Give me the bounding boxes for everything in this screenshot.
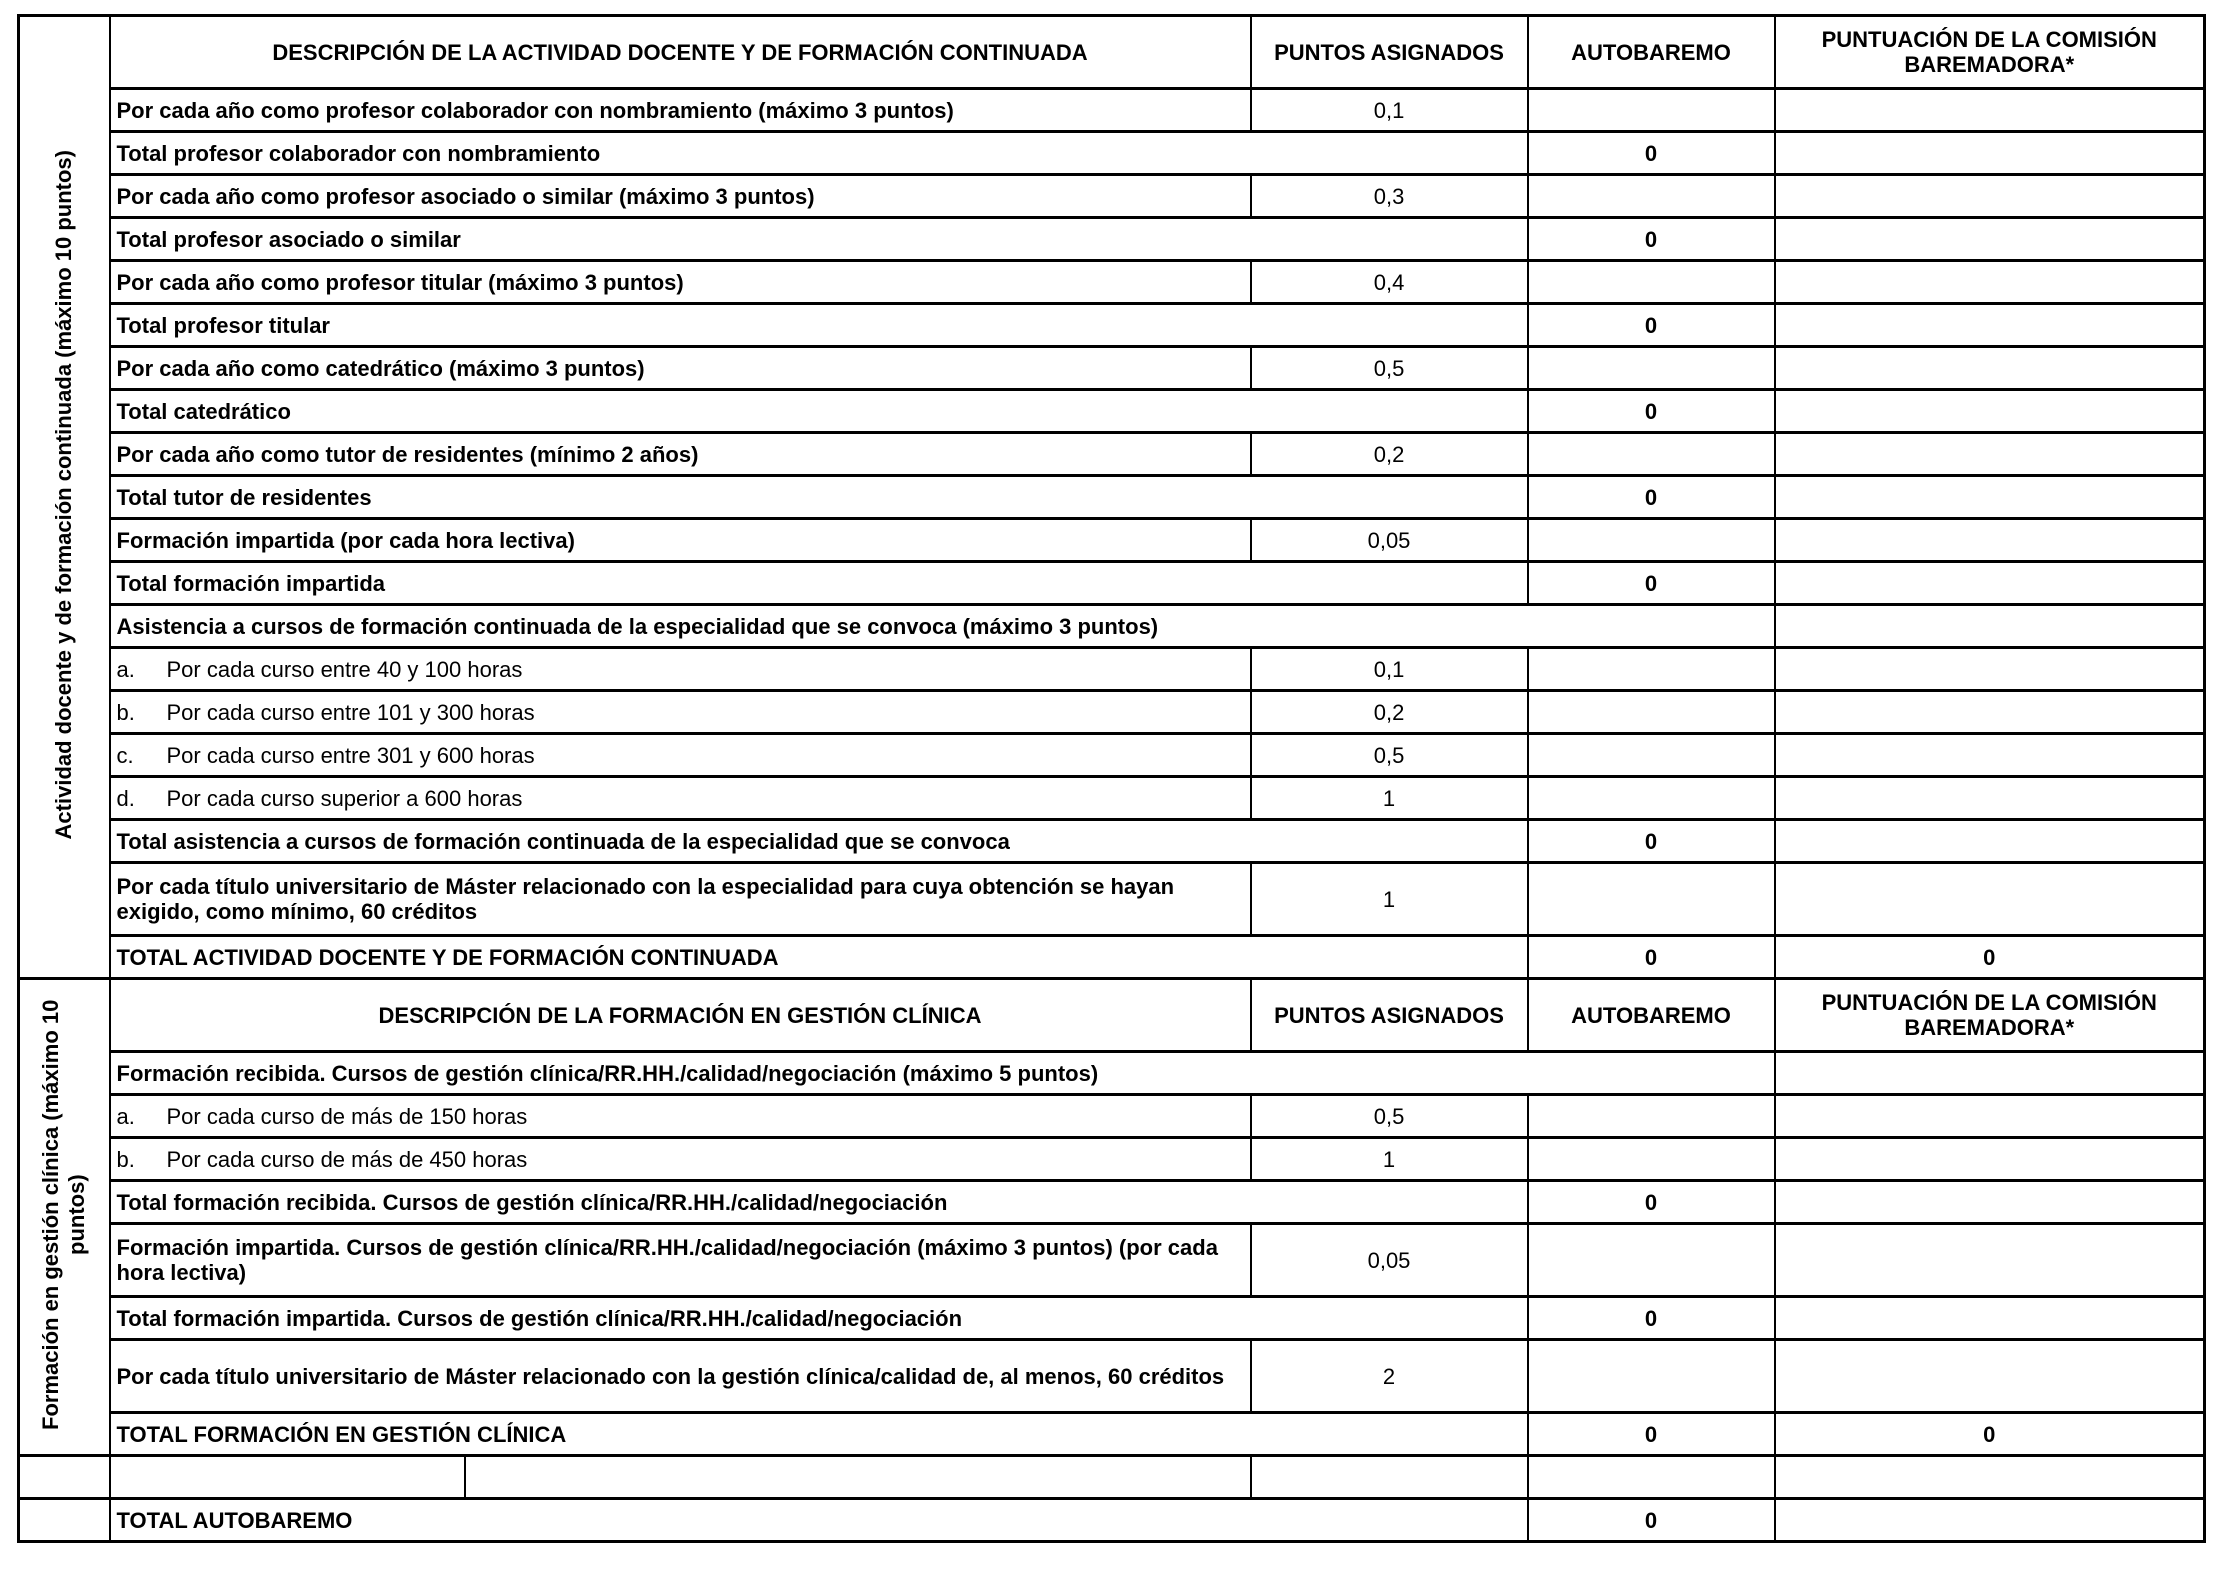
section-header-row (19, 979, 2205, 1052)
sub-item-text: Por cada curso de más de 150 horas (166, 1103, 528, 1129)
group-description: Formación recibida. Cursos de gestión clínica/RR.HH./calidad/negociación (máximo 5 puntos) (110, 1052, 1775, 1095)
sub-item-text: Por cada curso de más de 450 horas (166, 1146, 528, 1172)
committee-total (1775, 820, 2205, 863)
total-description: Total catedrático (110, 390, 1528, 433)
section-header-row (19, 16, 2205, 89)
committee-total (1775, 476, 2205, 519)
assigned-points: 0,5 (1251, 347, 1528, 390)
committee-total (1775, 1181, 2205, 1224)
empty-side (19, 1456, 110, 1499)
self-assessment-total: 0 (1528, 1297, 1775, 1340)
item-description: Por cada año como profesor colaborador con nombramiento (máximo 3 puntos) (110, 89, 1251, 132)
committee-score-cell[interactable] (1775, 261, 2205, 304)
item-description: Formación impartida (por cada hora lectiva) (110, 519, 1251, 562)
section-side-label (19, 979, 110, 1456)
committee-score-cell[interactable] (1775, 1224, 2205, 1297)
total-description: Total tutor de residentes (110, 476, 1528, 519)
self-assessment-cell[interactable] (1528, 777, 1775, 820)
grand-total-side (19, 1499, 110, 1542)
table-row (19, 347, 2205, 390)
total-description: Total formación impartida (110, 562, 1528, 605)
assigned-points: 1 (1251, 1138, 1528, 1181)
total-description: Total profesor asociado o similar (110, 218, 1528, 261)
table-row (19, 175, 2205, 218)
committee-score-cell[interactable] (1775, 89, 2205, 132)
committee-score-cell[interactable] (1775, 1340, 2205, 1413)
committee-total (1775, 390, 2205, 433)
self-assessment-header: AUTOBAREMO (1528, 16, 1775, 89)
grand-total-label: TOTAL AUTOBAREMO (110, 1499, 1528, 1542)
assigned-points: 0,2 (1251, 433, 1528, 476)
grand-total-committee (1775, 1499, 2205, 1542)
assigned-points: 0,4 (1251, 261, 1528, 304)
sub-item-description (110, 648, 1251, 691)
self-assessment-cell[interactable] (1528, 89, 1775, 132)
self-assessment-total: 0 (1528, 476, 1775, 519)
committee-score-cell[interactable] (1775, 175, 2205, 218)
table-row (19, 605, 2205, 648)
sub-item-text: Por cada curso entre 101 y 300 horas (166, 699, 535, 725)
committee-score-cell[interactable] (1775, 1095, 2205, 1138)
empty-cell-b (465, 1456, 1251, 1499)
total-row (19, 820, 2205, 863)
self-assessment-header: AUTOBAREMO (1528, 979, 1775, 1052)
committee-total (1775, 562, 2205, 605)
empty-committee (1775, 1456, 2205, 1499)
committee-total (1775, 1297, 2205, 1340)
empty-cell-a (110, 1456, 465, 1499)
empty-self (1528, 1456, 1775, 1499)
total-description: Total formación recibida. Cursos de gestión clínica/RR.HH./calidad/negociación (110, 1181, 1528, 1224)
committee-score-cell[interactable] (1775, 519, 2205, 562)
self-assessment-cell[interactable] (1528, 648, 1775, 691)
item-description: Por cada año como profesor titular (máximo 3 puntos) (110, 261, 1251, 304)
total-row (19, 218, 2205, 261)
total-description: Total profesor colaborador con nombramiento (110, 132, 1528, 175)
total-row (19, 132, 2205, 175)
total-description: Total asistencia a cursos de formación continuada de la especialidad que se convoca (110, 820, 1528, 863)
assigned-points: 0,5 (1251, 734, 1528, 777)
assigned-points: 1 (1251, 863, 1528, 936)
table-row (19, 691, 2205, 734)
committee-score-cell[interactable] (1775, 347, 2205, 390)
self-assessment-cell[interactable] (1528, 347, 1775, 390)
committee-total (1775, 132, 2205, 175)
committee-total (1775, 304, 2205, 347)
item-description: Por cada año como tutor de residentes (mínimo 2 años) (110, 433, 1251, 476)
table-row (19, 1095, 2205, 1138)
assigned-points: 2 (1251, 1340, 1528, 1413)
sub-item-description (110, 734, 1251, 777)
assigned-points: 0,1 (1251, 648, 1528, 691)
self-assessment-total: 0 (1528, 132, 1775, 175)
empty-points (1251, 1456, 1528, 1499)
committee-total: 0 (1775, 936, 2205, 979)
sub-item-description (110, 691, 1251, 734)
total-description: Total formación impartida. Cursos de gestión clínica/RR.HH./calidad/negociación (110, 1297, 1528, 1340)
table-row (19, 1224, 2205, 1297)
empty-row (19, 1456, 2205, 1499)
side-label-text: Actividad docente y de formación continuada (máximo 10 puntos) (51, 149, 77, 840)
total-row (19, 390, 2205, 433)
table-row (19, 433, 2205, 476)
total-row (19, 936, 2205, 979)
assigned-points: 0,1 (1251, 89, 1528, 132)
item-description: Por cada año como catedrático (máximo 3 puntos) (110, 347, 1251, 390)
sub-item-letter: a. (116, 656, 135, 682)
self-assessment-cell[interactable] (1528, 734, 1775, 777)
committee-score-cell[interactable] (1775, 1052, 2205, 1095)
item-description: Formación impartida. Cursos de gestión clínica/RR.HH./calidad/negociación (máximo 3 puntos) (por cada hora lectiva) (110, 1224, 1251, 1297)
group-description: Asistencia a cursos de formación continuada de la especialidad que se convoca (máximo 3 puntos) (110, 605, 1775, 648)
self-assessment-total: 0 (1528, 304, 1775, 347)
description-header: DESCRIPCIÓN DE LA FORMACIÓN EN GESTIÓN CLÍNICA (110, 979, 1251, 1052)
item-description: Por cada título universitario de Máster relacionado con la especialidad para cuya obtención se hayan exigido, como mínimo, 60 créditos (110, 863, 1251, 936)
section-side-label (19, 16, 110, 979)
sub-item-text: Por cada curso superior a 600 horas (166, 785, 523, 811)
committee-header: PUNTUACIÓN DE LA COMISIÓN BAREMADORA* (1775, 16, 2205, 89)
item-description: Por cada título universitario de Máster relacionado con la gestión clínica/calidad de, al menos, 60 créditos (110, 1340, 1251, 1413)
sub-item-letter: b. (116, 699, 135, 725)
committee-score-cell[interactable] (1775, 648, 2205, 691)
committee-total: 0 (1775, 1413, 2205, 1456)
self-assessment-total: 0 (1528, 936, 1775, 979)
table-row (19, 1052, 2205, 1095)
total-description: TOTAL ACTIVIDAD DOCENTE Y DE FORMACIÓN CONTINUADA (110, 936, 1528, 979)
description-header: DESCRIPCIÓN DE LA ACTIVIDAD DOCENTE Y DE FORMACIÓN CONTINUADA (110, 16, 1251, 89)
self-assessment-cell[interactable] (1528, 1095, 1775, 1138)
committee-total (1775, 218, 2205, 261)
committee-score-cell[interactable] (1775, 691, 2205, 734)
table-row (19, 261, 2205, 304)
committee-score-cell[interactable] (1775, 863, 2205, 936)
table-row (19, 863, 2205, 936)
committee-score-cell[interactable] (1775, 605, 2205, 648)
side-label-text: Formación en gestión clínica (máximo 10 puntos) (38, 999, 90, 1430)
self-assessment-total: 0 (1528, 218, 1775, 261)
self-assessment-total: 0 (1528, 562, 1775, 605)
sub-item-description (110, 777, 1251, 820)
table-row (19, 734, 2205, 777)
table-row (19, 1340, 2205, 1413)
sub-item-text: Por cada curso entre 40 y 100 horas (166, 656, 523, 682)
sub-item-letter: a. (116, 1103, 135, 1129)
self-assessment-total: 0 (1528, 390, 1775, 433)
total-row (19, 1181, 2205, 1224)
self-assessment-cell[interactable] (1528, 1224, 1775, 1297)
points-header: PUNTOS ASIGNADOS (1251, 979, 1528, 1052)
sub-item-letter: b. (116, 1146, 135, 1172)
total-row (19, 1413, 2205, 1456)
committee-header: PUNTUACIÓN DE LA COMISIÓN BAREMADORA* (1775, 979, 2205, 1052)
grand-total-self: 0 (1528, 1499, 1775, 1542)
table-row (19, 777, 2205, 820)
self-assessment-cell[interactable] (1528, 1340, 1775, 1413)
points-header: PUNTOS ASIGNADOS (1251, 16, 1528, 89)
assigned-points: 0,05 (1251, 1224, 1528, 1297)
self-assessment-cell[interactable] (1528, 433, 1775, 476)
sub-item-description (110, 1095, 1251, 1138)
assigned-points: 0,05 (1251, 519, 1528, 562)
self-assessment-cell[interactable] (1528, 1138, 1775, 1181)
self-assessment-cell[interactable] (1528, 175, 1775, 218)
committee-score-cell[interactable] (1775, 777, 2205, 820)
table-row (19, 648, 2205, 691)
self-assessment-total: 0 (1528, 1181, 1775, 1224)
total-description: Total profesor titular (110, 304, 1528, 347)
assigned-points: 1 (1251, 777, 1528, 820)
committee-score-cell[interactable] (1775, 1138, 2205, 1181)
committee-score-cell[interactable] (1775, 734, 2205, 777)
sub-item-letter: c. (116, 742, 134, 768)
assigned-points: 0,2 (1251, 691, 1528, 734)
total-row (19, 562, 2205, 605)
self-assessment-total: 0 (1528, 1413, 1775, 1456)
table-row (19, 89, 2205, 132)
assigned-points: 0,5 (1251, 1095, 1528, 1138)
total-row (19, 1297, 2205, 1340)
total-description: TOTAL FORMACIÓN EN GESTIÓN CLÍNICA (110, 1413, 1528, 1456)
table-row (19, 1138, 2205, 1181)
self-assessment-total: 0 (1528, 820, 1775, 863)
total-row (19, 304, 2205, 347)
item-description: Por cada año como profesor asociado o similar (máximo 3 puntos) (110, 175, 1251, 218)
sub-item-description (110, 1138, 1251, 1181)
self-assessment-cell[interactable] (1528, 519, 1775, 562)
assigned-points: 0,3 (1251, 175, 1528, 218)
sub-item-letter: d. (116, 785, 135, 811)
self-assessment-cell[interactable] (1528, 261, 1775, 304)
sub-item-text: Por cada curso entre 301 y 600 horas (166, 742, 535, 768)
grand-total-row (19, 1499, 2205, 1542)
scoring-table (17, 14, 2206, 1543)
self-assessment-cell[interactable] (1528, 691, 1775, 734)
self-assessment-cell[interactable] (1528, 863, 1775, 936)
total-row (19, 476, 2205, 519)
table-row (19, 519, 2205, 562)
committee-score-cell[interactable] (1775, 433, 2205, 476)
